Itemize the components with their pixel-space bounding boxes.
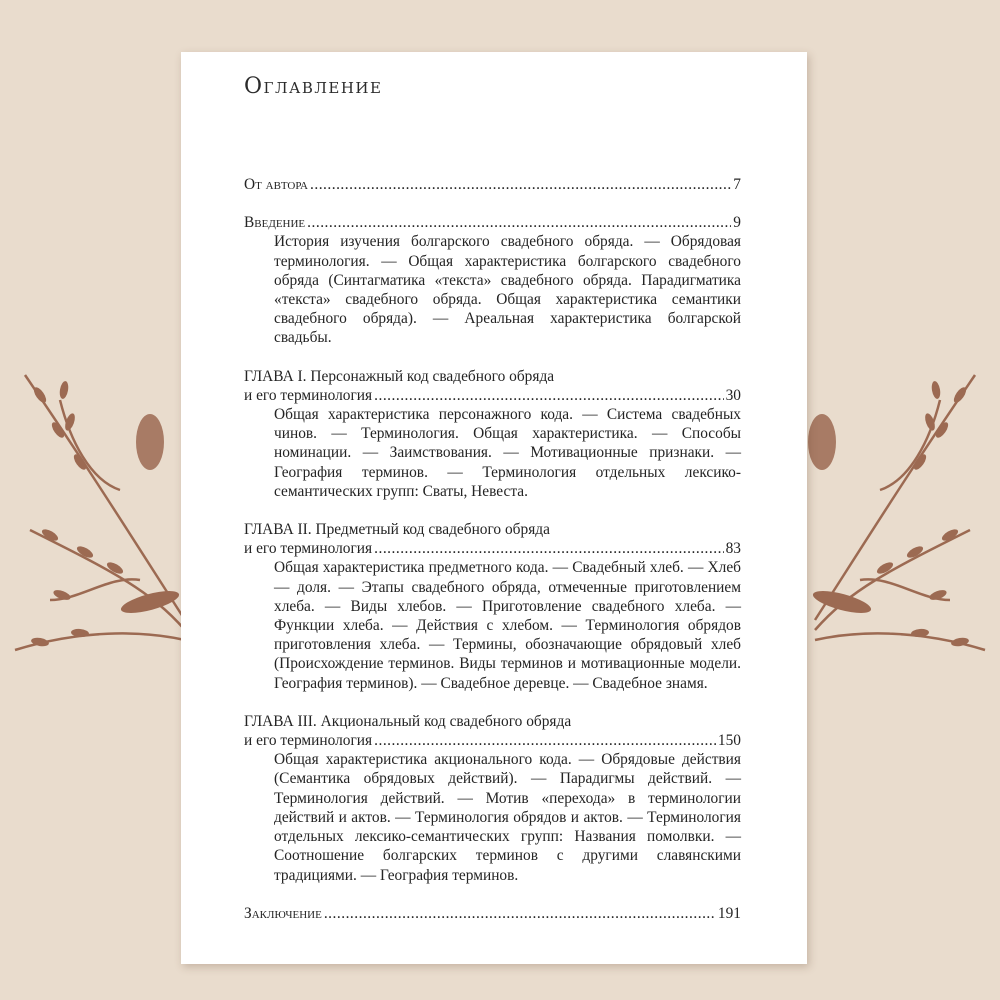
toc-entry-chapter-3 <box>244 712 741 885</box>
toc-entry-description: История изучения болгарского свадебного обряда. — Обрядовая терминология. — Общая характеристика болгарского свадебного обряда (Синтагматика «текста» свадебного обряда. Парадигматика «текста» свадебного обряда. Общая характеристика семантики свадебного обряда). — Ареальная характеристика болгарской свадьбы. <box>274 233 741 347</box>
dot-leader <box>374 539 723 558</box>
toc-page-number: 191 <box>717 904 741 922</box>
toc-entry-introduction <box>244 213 741 347</box>
toc-entry-title: Заключение <box>244 904 322 922</box>
toc-entry-description: Общая характеристика акционального кода. — Обрядовые действия (Семантика обрядовых действий). — Парадигмы действий. — Терминология действий. — Мотив «перехода» в терминологии действий и актов. — Терминология обрядов и актов. — Терминология отдельных лексико-семантических групп: Названия помолвки. — Соотношение болгарских терминов с другими славянскими традициями. — География терминов. <box>274 751 741 884</box>
left-branch-decoration <box>0 330 200 970</box>
dot-leader <box>307 213 731 232</box>
dot-leader <box>324 904 716 923</box>
toc-entry-title-continued: и его терминология <box>244 386 373 404</box>
toc-entry-title: ГЛАВА II. Предметный код свадебного обряда <box>244 521 550 539</box>
dot-leader <box>310 175 731 194</box>
dot-leader <box>374 731 716 750</box>
toc-page-number: 83 <box>725 540 741 558</box>
toc-entry-title: От автора <box>244 176 308 193</box>
table-of-contents <box>244 175 741 942</box>
toc-entry-description: Общая характеристика персонажного кода. — Система свадебных чинов. — Терминология. Общая характеристика. — Способы номинации. — Заимствования. — Мотивационные признаки. — География терминов. — Терминология отдельных лексико-семантических групп: Сваты, Невеста. <box>274 406 741 500</box>
right-branch-decoration <box>800 330 1000 970</box>
toc-entry-conclusion <box>244 904 741 923</box>
toc-entry-description: Общая характеристика предметного кода. — Свадебный хлеб. — Хлеб — доля. — Этапы свадебного обряда, отмеченные приготовлением хлеба. — Виды хлебов. — Приготовление свадебного хлеба. — Функции хлеба. — Действия с хлебом. — Терминология обрядов приготовления хлеба. — Термины, обозначающие обрядовый хлеб (Происхождение терминов. Виды терминов и мотивационные модели. География терминов). — Свадебное деревце. — Свадебное знамя. <box>274 559 741 692</box>
page-title: Оглавление <box>244 74 383 99</box>
toc-entry-title: ГЛАВА I. Персонажный код свадебного обряда <box>244 367 555 385</box>
toc-entry-title: ГЛАВА III. Акциональный код свадебного обряда <box>244 712 572 730</box>
book-page <box>181 52 807 964</box>
toc-page-number: 150 <box>717 732 741 750</box>
toc-page-number: 9 <box>733 214 741 232</box>
toc-entry-author <box>244 175 741 194</box>
toc-entry-title-continued: и его терминология <box>244 540 373 558</box>
toc-page-number: 30 <box>725 386 741 404</box>
toc-entry-title: Введение <box>244 214 306 232</box>
toc-page-number: 7 <box>733 176 741 193</box>
toc-entry-chapter-1 <box>244 367 741 501</box>
dot-leader <box>374 386 723 405</box>
toc-entry-title-continued: и его терминология <box>244 732 373 750</box>
toc-entry-chapter-2 <box>244 520 741 693</box>
